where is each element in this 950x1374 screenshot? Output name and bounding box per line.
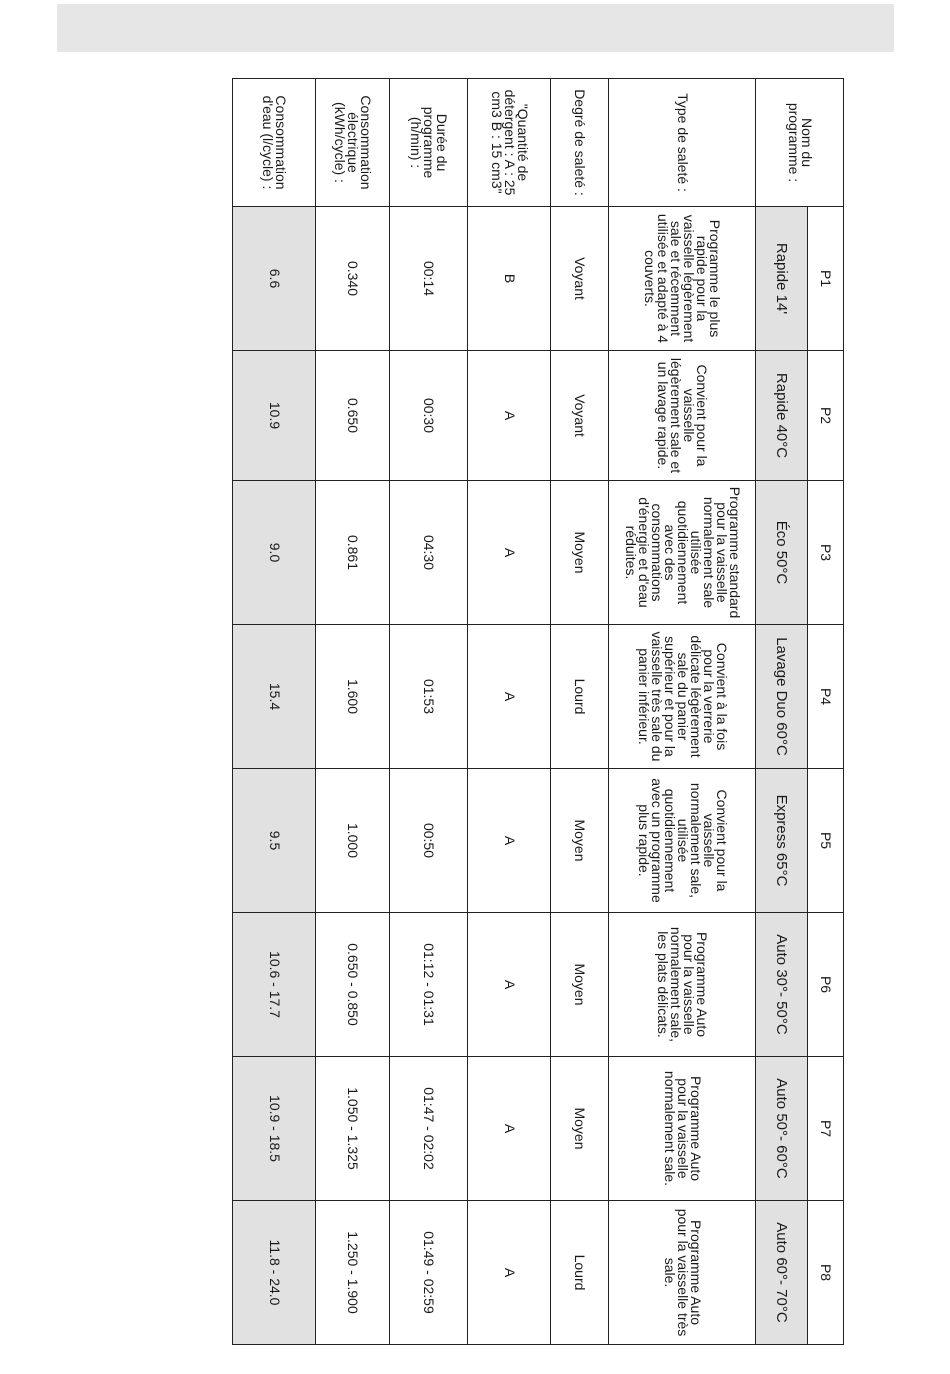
cell-degree: Voyant <box>551 207 609 351</box>
program-number: P7 <box>808 1057 844 1201</box>
cell-degree: Lourd <box>551 1201 609 1345</box>
cell-type: Programme le plus rapide pour la vaisselle légèrement sale et récemment utilisée et adapté à 4 couverts. <box>608 207 756 351</box>
program-number: P3 <box>808 481 844 625</box>
cell-duration: 04:30 <box>389 481 467 625</box>
cell-type: Programme standard pour la vaisselle normalement sale utilisée quotidiennement avec des consommations d'énergie et d'eau réduites. <box>608 481 756 625</box>
row-program-numbers <box>808 79 844 1345</box>
cell-energy: 0.650 - 0.850 <box>316 913 390 1057</box>
cell-duration: 01:49 - 02:59 <box>389 1201 467 1345</box>
cell-water: 9.5 <box>233 769 316 913</box>
program-number: P2 <box>808 351 844 481</box>
program-name: Auto 30°- 50°C <box>756 913 808 1057</box>
row-label-degree: Degré de saleté : <box>551 79 609 207</box>
row-label-water: Consommation d'eau (l/cycle) : <box>233 79 316 207</box>
row-duration <box>389 79 467 1345</box>
program-name: Lavage Duo 60°C <box>756 625 808 769</box>
row-program-names <box>756 79 808 1345</box>
cell-degree: Moyen <box>551 1057 609 1201</box>
cell-duration: 00:30 <box>389 351 467 481</box>
cell-duration: 01:47 - 02:02 <box>389 1057 467 1201</box>
cell-detergent: A <box>468 913 551 1057</box>
cell-water: 10.9 <box>233 351 316 481</box>
row-label-type: Type de saleté : <box>608 79 756 207</box>
cell-energy: 0.340 <box>316 207 390 351</box>
cell-degree: Moyen <box>551 913 609 1057</box>
program-number: P8 <box>808 1201 844 1345</box>
cell-type: Convient pour la vaisselle légèrement sale et un lavage rapide. <box>608 351 756 481</box>
program-name: Express 65°C <box>756 769 808 913</box>
row-label-detergent: "Quantité de détergent : A : 25 cm3 B : 15 cm3" <box>468 79 551 207</box>
program-number: P4 <box>808 625 844 769</box>
row-water <box>233 79 316 1345</box>
cell-energy: 1.250 - 1.900 <box>316 1201 390 1345</box>
cell-type: Programme Auto pour la vaisselle normalement sale. <box>608 1057 756 1201</box>
cell-detergent: A <box>468 769 551 913</box>
program-table <box>232 78 844 1345</box>
program-name: Éco 50°C <box>756 481 808 625</box>
cell-water: 6.6 <box>233 207 316 351</box>
cell-detergent: B <box>468 207 551 351</box>
cell-detergent: A <box>468 1201 551 1345</box>
program-name-header: Nom du programme : <box>756 79 844 207</box>
cell-water: 15.4 <box>233 625 316 769</box>
cell-duration: 00:14 <box>389 207 467 351</box>
row-type <box>608 79 756 1345</box>
cell-detergent: A <box>468 1057 551 1201</box>
cell-degree: Moyen <box>551 481 609 625</box>
cell-duration: 00:50 <box>389 769 467 913</box>
program-name: Auto 60°- 70°C <box>756 1201 808 1345</box>
cell-type: Convient pour la vaisselle normalement sale, utilisée quotidiennement avec un programme plus rapide. <box>608 769 756 913</box>
cell-detergent: A <box>468 625 551 769</box>
program-number: P1 <box>808 207 844 351</box>
cell-type: Programme Auto pour la vaisselle normalement sale, les plats délicats. <box>608 913 756 1057</box>
cell-energy: 0.861 <box>316 481 390 625</box>
cell-degree: Lourd <box>551 625 609 769</box>
cell-energy: 1.600 <box>316 625 390 769</box>
program-number: P5 <box>808 769 844 913</box>
cell-detergent: A <box>468 351 551 481</box>
program-name: Rapide 14' <box>756 207 808 351</box>
program-name: Rapide 40°C <box>756 351 808 481</box>
cell-energy: 1.050 - 1.325 <box>316 1057 390 1201</box>
program-number: P6 <box>808 913 844 1057</box>
cell-duration: 01:53 <box>389 625 467 769</box>
row-label-duration: Durée du programme (h/min) : <box>389 79 467 207</box>
row-degree <box>551 79 609 1345</box>
cell-water: 9.0 <box>233 481 316 625</box>
cell-degree: Voyant <box>551 351 609 481</box>
row-detergent <box>468 79 551 1345</box>
cell-type: Convient à la fois pour la verrerie délicate légèrement sale du panier supérieur et pour la vaisselle très sale du panier inférieur. <box>608 625 756 769</box>
program-name: Auto 50°- 60°C <box>756 1057 808 1201</box>
cell-water: 10.6 - 17.7 <box>233 913 316 1057</box>
header-band <box>57 4 894 52</box>
cell-degree: Moyen <box>551 769 609 913</box>
cell-detergent: A <box>468 481 551 625</box>
row-label-energy: Consommation électrique (kWh/cycle) : <box>316 79 390 207</box>
cell-water: 11.8 - 24.0 <box>233 1201 316 1345</box>
cell-water: 10.9 - 18.5 <box>233 1057 316 1201</box>
cell-type: Programme Auto pour la vaisselle très sale. <box>608 1201 756 1345</box>
row-energy <box>316 79 390 1345</box>
cell-energy: 0.650 <box>316 351 390 481</box>
program-table-container <box>232 78 844 1337</box>
cell-energy: 1.000 <box>316 769 390 913</box>
cell-duration: 01:12 - 01:31 <box>389 913 467 1057</box>
